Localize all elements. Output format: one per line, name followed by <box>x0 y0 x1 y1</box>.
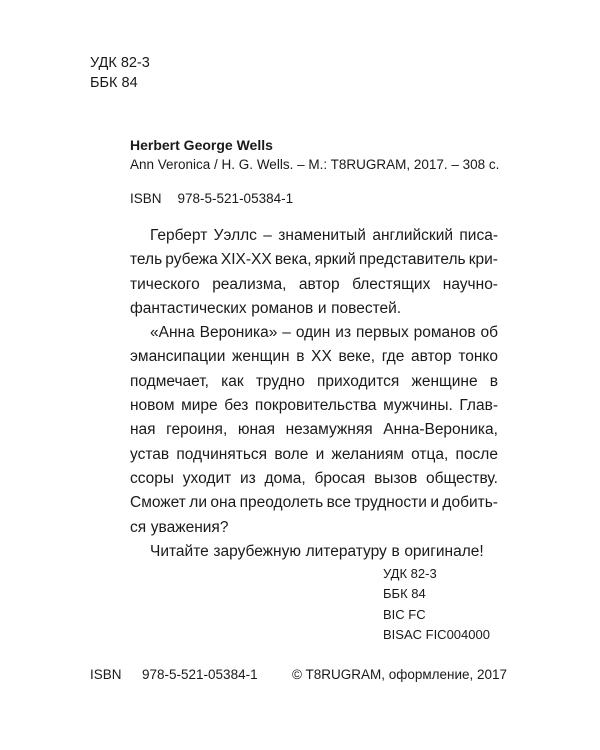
annotation-word: героиня, <box>166 421 228 439</box>
annotation-word: подмечает, <box>130 372 209 390</box>
annotation-word: – <box>263 227 272 244</box>
bottom-classification-codes <box>383 564 490 645</box>
udk-code: УДК 82-3 <box>90 55 150 71</box>
udk-code-bottom: УДК 82-3 <box>383 566 437 581</box>
annotation-line <box>130 370 498 394</box>
annotation-word: XX <box>311 348 332 366</box>
annotation-word: преодолеть <box>239 494 324 512</box>
annotation-word: эмансипации <box>130 348 226 366</box>
annotation-word: уважения? <box>150 518 229 536</box>
annotation-word: после <box>455 445 498 463</box>
annotation-word: тель <box>130 251 163 269</box>
annotation-word: Вероника» <box>199 324 278 342</box>
book-annotation <box>130 224 498 564</box>
annotation-word: автор <box>410 348 452 366</box>
annotation-word: повестей. <box>331 299 402 317</box>
annotation-word: подчиняться <box>176 445 268 463</box>
annotation-line <box>130 443 498 467</box>
annotation-word: добить- <box>442 494 498 512</box>
annotation-word: – <box>282 324 291 342</box>
bbk-code-bottom: ББК 84 <box>383 586 426 602</box>
annotation-word: мужчины. <box>383 397 453 415</box>
annotation-word: зарубежную <box>213 542 301 560</box>
annotation-word: дома, <box>264 469 306 487</box>
annotation-word: об <box>480 324 498 342</box>
annotation-line <box>130 321 498 345</box>
annotation-word: оригинале! <box>404 542 484 560</box>
annotation-word: незамужняя <box>285 421 373 439</box>
annotation-word: уходит <box>182 469 232 487</box>
annotation-word: как <box>221 372 244 390</box>
annotation-word: ная <box>130 421 156 439</box>
footer-isbn-label: ISBN <box>90 667 122 682</box>
annotation-word: из <box>239 469 256 487</box>
annotation-word: тического <box>130 275 200 293</box>
annotation-word: века, <box>274 251 312 269</box>
annotation-word: устав <box>130 445 170 463</box>
annotation-word: автор <box>298 275 340 293</box>
isbn-number: 978-5-521-05384-1 <box>177 191 294 206</box>
annotation-word: вызов <box>374 469 418 487</box>
annotation-word: ся <box>130 518 147 536</box>
annotation-word: один <box>295 324 331 342</box>
annotation-word: покровительства <box>254 397 377 415</box>
annotation-line <box>130 394 498 418</box>
annotation-line <box>130 248 498 272</box>
annotation-word: рубежа <box>165 251 218 269</box>
annotation-word: Читайте <box>150 542 209 560</box>
author-heading: Herbert George Wells <box>130 137 273 153</box>
annotation-word: тонко <box>458 348 498 366</box>
annotation-word: в <box>391 542 400 560</box>
annotation-word: отца, <box>411 445 449 463</box>
annotation-word: представитель <box>358 251 466 269</box>
annotation-word: «Анна <box>150 324 195 342</box>
isbn-label: ISBN <box>130 191 162 206</box>
annotation-word: в <box>489 372 498 390</box>
annotation-line <box>130 540 498 564</box>
annotation-line <box>130 297 498 321</box>
annotation-word: она <box>210 494 237 512</box>
annotation-word: трудности <box>354 494 427 512</box>
annotation-word: обществу. <box>425 469 498 487</box>
annotation-word: все <box>326 494 352 512</box>
annotation-word: Герберт <box>150 227 208 244</box>
annotation-word: Анна-Вероника, <box>383 421 498 439</box>
annotation-word: Глав- <box>459 397 498 415</box>
annotation-line <box>130 491 498 515</box>
annotation-word: веке, <box>338 348 376 366</box>
annotation-word: первых <box>355 324 409 342</box>
bisac-code: BISAC FIC004000 <box>383 626 490 642</box>
annotation-word: романов <box>413 324 476 342</box>
annotation-word: и <box>430 494 440 512</box>
annotation-word: юная <box>237 421 276 439</box>
annotation-line <box>130 224 498 248</box>
bibliographic-entry: Ann Veronica / H. G. Wells. – M.: T8RUGRAM, 2017. – 308 с. <box>130 157 500 172</box>
annotation-word: кри- <box>468 251 498 269</box>
copyright-notice: © T8RUGRAM, оформление, 2017 <box>292 667 508 682</box>
annotation-word: в <box>296 348 305 366</box>
annotation-word: Уэллс <box>213 227 257 244</box>
annotation-word: и <box>315 445 325 463</box>
annotation-word: трудно <box>255 372 305 390</box>
annotation-word: женщине <box>411 372 478 390</box>
annotation-word: Сможет <box>130 494 186 512</box>
annotation-word: яркий <box>314 251 356 269</box>
annotation-word: желаниям <box>331 445 404 463</box>
bbk-code: ББК 84 <box>90 75 138 91</box>
annotation-word: научно- <box>442 275 498 293</box>
annotation-word: и <box>317 299 327 317</box>
isbn-line <box>130 190 293 208</box>
annotation-word: XIX-XX <box>220 251 272 269</box>
annotation-word: мире <box>181 397 218 415</box>
annotation-word: без <box>224 397 249 415</box>
annotation-word: писа- <box>459 227 498 244</box>
annotation-word: женщин <box>232 348 290 366</box>
top-classification-codes <box>90 53 150 93</box>
annotation-line <box>130 273 498 297</box>
annotation-word: литературу <box>305 542 387 560</box>
annotation-word: знаменитый <box>278 227 366 244</box>
annotation-word: блестящих <box>352 275 431 293</box>
footer-line <box>90 666 507 684</box>
footer-isbn-number: 978-5-521-05384-1 <box>142 667 258 682</box>
annotation-word: где <box>381 348 405 366</box>
annotation-word: романов <box>251 299 314 317</box>
annotation-line <box>130 345 498 369</box>
annotation-line <box>130 418 498 442</box>
annotation-word: фантастических <box>130 299 247 317</box>
annotation-line <box>130 467 498 491</box>
annotation-word: английский <box>372 227 454 244</box>
annotation-line <box>130 516 498 540</box>
annotation-word: бросая <box>314 469 366 487</box>
annotation-word: ли <box>189 494 207 512</box>
annotation-word: реализма, <box>212 275 287 293</box>
annotation-word: новом <box>130 397 175 415</box>
bic-code: BIC FC <box>383 606 426 622</box>
annotation-word: приходится <box>316 372 400 390</box>
annotation-word: ссоры <box>130 469 175 487</box>
annotation-word: из <box>335 324 352 342</box>
annotation-word: воле <box>274 445 309 463</box>
